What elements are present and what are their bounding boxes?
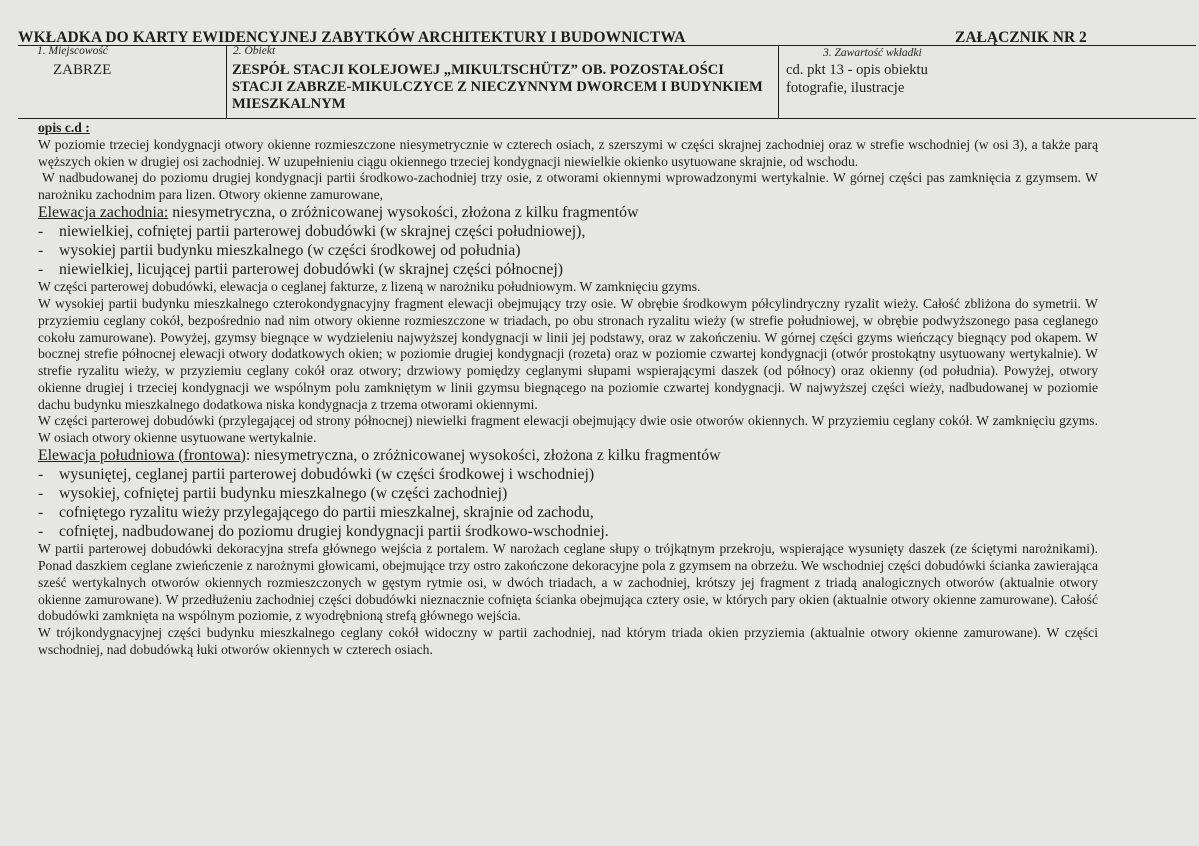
west-item-1: - niewielkiej, cofniętej partii parterowej dobudówki (w skrajnej części południowej), — [38, 222, 1098, 241]
description-body — [38, 120, 1098, 659]
south-item-3: - cofniętego ryzalitu wieży przylegającego do partii mieszkalnej, skrajnie od zachodu, — [38, 503, 1098, 522]
west-elevation-rest: niesymetryczna, o zróżnicowanej wysokości, złożona z kilku fragmentów — [168, 203, 639, 221]
section-heading: opis c.d : — [38, 120, 90, 135]
content-line-1: cd. pkt 13 - opis obiektu — [786, 62, 928, 78]
west-elevation-title: Elewacja zachodnia: — [38, 203, 169, 221]
document-title: WKŁADKA DO KARTY EWIDENCYJNEJ ZABYTKÓW ARCHITEKTURY I BUDOWNICTWA — [18, 29, 686, 46]
field-divider-2 — [778, 45, 779, 118]
south-elevation-rest: : niesymetryczna, o zróżnicowanej wysokości, złożona z kilku fragmentów — [245, 446, 721, 464]
paragraph-7: W trójkondygnacyjnej części budynku mieszkalnego ceglany cokół widoczny w partii zachodniej, nad którym triada okien przyziemia (aktualnie otwory okienne zamurowane). W części wschodniej, nad dobudówką łuki otworów okiennych w czterech osiach. — [38, 625, 1098, 657]
paragraph-6: W partii parterowej dobudówki dekoracyjna strefa głównego wejścia z portalem. W narożach ceglane słupy o trójkątnym przekroju, wspierające wysunięty daszek (ze ściętymi narożnikami). Ponad daszkiem ceglane zwieńczenie z narożnymi głowicami, obejmujące trzy ostro zakończone dekoracyjne pola z gzymsem na obrzeżu. We wschodniej części dobudówki ścianka zawierająca sześć wertykalnych otworów okiennych rozmieszczonych w gęstym rytmie osi, w dwóch triadach, a w zachodniej, krótszy jej fragment z triadą analogicznych otworów (aktualnie otwory okienne zamurowane). W przedłużeniu zachodniej części dobudówki nieznacznie cofnięta ścianka obejmująca cztery osie, w których pary okien (aktualnie otwory okienne zamurowane). Całość dobudówki zamknięta na wspólnym poziomie, z wyodrębnioną strefą głównego wejścia. — [38, 541, 1098, 624]
paragraph-3: W części parterowej dobudówki, elewacja o ceglanej fakturze, z lizeną w narożniku południowym. W zamknięciu gzyms. — [38, 279, 701, 295]
field-divider-1 — [226, 45, 227, 118]
content-label: 3. Zawartość wkładki — [823, 47, 922, 59]
south-elevation-heading — [38, 447, 1098, 466]
object-value: ZESPÓŁ STACJI KOLEJOWEJ „MIKULTSCHÜTZ” OB. POZOSTAŁOŚCI STACJI ZABRZE-MIKULCZYCE Z NIECZYNNYM DWORCEM I BUDYNKIEM MIESZKALNYM — [232, 62, 763, 112]
south-item-2: - wysokiej, cofniętej partii budynku mieszkalnego (w części zachodniej) — [38, 484, 1098, 503]
place-label: 1. Miejscowość — [37, 45, 108, 57]
paragraph-5: W części parterowej dobudówki (przylegającej od strony północnej) niewielki fragment elewacji obejmujący dwie osie otworów okiennych. W przyziemiu ceglany cokół. W zamknięciu gzyms. W osiach otwory okienne usytuowane wertykalnie. — [38, 413, 1098, 446]
south-elevation-title: Elewacja południowa (frontowa) — [38, 446, 246, 464]
south-item-4: - cofniętej, nadbudowanej do poziomu drugiej kondygnacji partii środkowo-wschodniej. — [38, 522, 1098, 541]
south-item-1: - wysuniętej, ceglanej partii parterowej dobudówki (w części środkowej i wschodniej) — [38, 465, 1098, 484]
west-item-2: - wysokiej partii budynku mieszkalnego (w części środkowej od południa) — [38, 241, 1098, 260]
place-value: ZABRZE — [53, 62, 112, 78]
content-value — [786, 62, 928, 97]
header-rule-top — [18, 45, 1196, 46]
paragraph-1: W poziomie trzeciej kondygnacji otwory okienne rozmieszczone niesymetrycznie w czterech osiach, z szerszymi w części skrajnej zachodniej oraz w strefie wschodniej (w osi 3), a także parą węższych okien w drugiej osi zachodniej. W uzupełnieniu ciągu okiennego trzeciej kondygnacji niewielkie okienko usytuowane skrajnie, od wschodu. — [38, 136, 1098, 169]
annex-label: ZAŁĄCZNIK NR 2 — [955, 29, 1087, 46]
west-item-3: - niewielkiej, licującej partii parterowej dobudówki (w skrajnej części północnej) — [38, 260, 1098, 279]
paragraph-4: W wysokiej partii budynku mieszkalnego czterokondygnacyjny fragment elewacji obejmujący trzy osie. W obrębie środkowym półcylindryczny ryzalit wieży. Całość zbliżona do symetrii. W przyziemiu ceglany cokół, bezpośrednio nad nim otwory okienne rozmieszczone w triadach, po obu stronach ryzalitu wieży (w strefie południowej, w obrębie podwyższonego pasa ceglanego cokołu zamurowane). Powyżej, gzymsy biegnące w wydzieleniu najwyższej kondygnacji w linii jej podstawy, oraz w zakończeniu. W górnej części gzyms wieńczący biegnący pod okapem. W bocznej strefie północnej elewacji otwory dodatkowych okien; w poziomie drugiej kondygnacji (rozeta) oraz w poziomie czwartej kondygnacji (otwór prostokątny usytuowany wertykalnie). W strefie ryzalitu wieży, w przyziemiu ceglany cokół oraz otwory; drzwiowy pomiędzy ceglanymi słupami wspierającymi daszek (od północy) oraz okienny (od południa). Powyżej, otwory okienne drugiej i trzeciej kondygnacji we wspólnym polu zamkniętym w linii gzymsu biegnącego na poziomie czwartej kondygnacji. W najwyższej części wieży, nadbudowanej w poziomie dachu budynku mieszkalnego dodatkowa niska kondygnacja z trzema otworami okiennymi. — [38, 296, 1098, 412]
header-rule-bottom — [18, 118, 1196, 119]
content-line-2: fotografie, ilustracje — [786, 79, 905, 96]
west-elevation-heading — [38, 204, 1098, 223]
paragraph-2: W nadbudowanej do poziomu drugiej kondygnacji partii środkowo-zachodniej trzy osie, z otworami okiennymi wprowadzonymi wertykalnie. W górnej części pas zamknięcia z gzymsem. W narożniku zachodnim para lizen. Otwory okienne zamurowane, — [38, 170, 1098, 202]
object-label: 2. Obiekt — [233, 45, 276, 57]
